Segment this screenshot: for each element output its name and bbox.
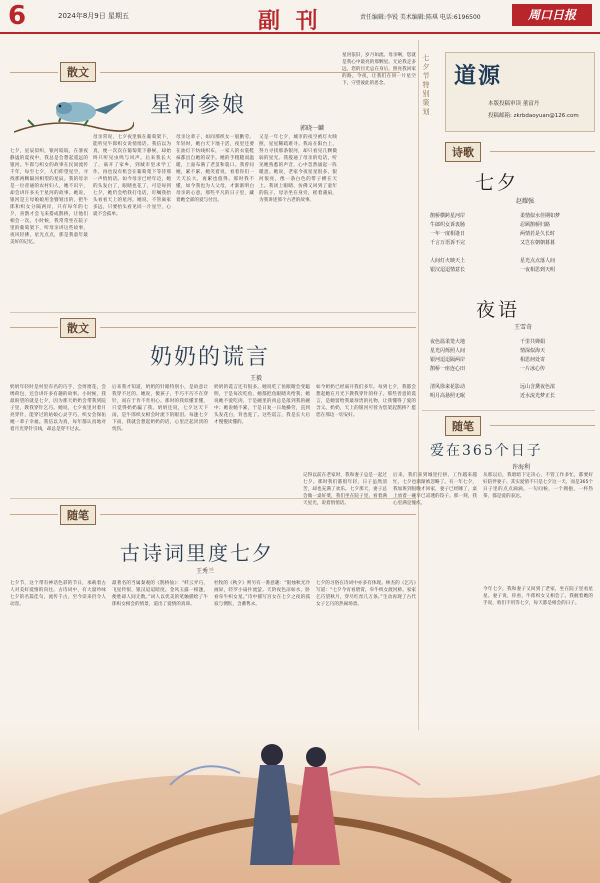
article2-col: 后来我才知道，奶奶的针眼特别小，是故意让我穿不过的。她说，傻孩子，手巧不巧不在穿针，而在于肯不肯用心。那时的我似懂非懂，只觉得奶奶骗了我。奶奶还说，七夕这天下雨，是牛郎织女相会时流下的眼泪。每逢七夕下雨，我就会想起奶奶的话，心里泛起淡淡的忧伤。 (112, 385, 208, 432)
article1-author: 郭晓一麟 (300, 125, 325, 132)
article2-col: 奶奶年轻时是村里有名的巧手，会剪窗花，会绣荷包，还会讲许多有趣的故事。小时候，我最盼望的就是七夕，因为那天奶奶会带我到院子里，教我穿针乞巧。她说，七夕夜里对着月亮穿针，能穿过的姑娘心灵手巧，织女会保佑她一辈子幸福。我信以为真，每年都认真地对着月光穿针引线，却总是穿不过去。 (10, 385, 106, 432)
divider (490, 425, 595, 426)
article2-col: 如今奶奶已经离开我们多年。每到七夕，我都会想起她在月光下教我穿针的样子。那些善意的谎言，是她留给我最珍贵的礼物，让我懂得了爱的含义。奶奶，天上的银河可曾为您架起鹊桥？愿您在那边一切安好。 (316, 385, 416, 418)
divider (100, 327, 416, 328)
masthead-title: 道源 (454, 63, 503, 89)
side-vertical-text: 七夕节特别策划 (422, 54, 430, 117)
article4-tag: 随笔 (445, 416, 481, 436)
article3-author: 王秀兰 (196, 568, 215, 575)
article4-col: 后来，我们来到城里打拼，工作越来越忙，七夕也渐渐被忽略了。有一年七夕，我加班到很晚才回家，妻子已经睡了，桌上放着一碗早已凉透的饺子。那一刻，我心里满是愧疚。 (393, 473, 477, 506)
article1-title: 星河参娘 (150, 93, 247, 118)
page-header (0, 0, 600, 34)
poem1-author: 赵耀强 (516, 198, 535, 205)
poem2-author: 王雪奇 (514, 324, 533, 331)
divider (10, 327, 58, 328)
article2-col: 奶奶的谎言还有很多。她说吃了鱼眼睛会变聪明，于是每次吃鱼，她都把鱼眼睛夹给我；她说她不爱吃肉，于是碗里的肉总是落到我的碗中；她说她不累，于是日复一日地操劳，直到头发花白，背也驼了。这些谎言，我是长大后才慢慢读懂的。 (214, 385, 310, 425)
masthead-editor: 本版投稿审读 董富丹 (488, 101, 540, 107)
bird-branch-illustration (14, 82, 134, 142)
article2-tag: 散文 (60, 318, 96, 338)
divider (490, 151, 595, 152)
article1-col: 母亲常说，七夕夜里躲在葡萄架下，能听见牛郎织女说悄悄话。我信以为真，便一次次在葡萄架下静候，却始终只听见虫鸣与风声。后来我长大了，离开了家乡，到城市里求学工作，再也没有机会在葡萄架下等待那一声悄悄话。如今母亲已经年迈，她的头发白了，眼睛也花了，可是每到七夕，她仍会给我打电话，叮嘱我抬头看看天上的星河。她说，不管离家多远，只要抬头看见同一片星空，心就不会孤单。 (93, 135, 171, 217)
article1-col: 母亲这辈子，如同那织女一般勤劳。年轻时，她白天下地干活，夜里还要在油灯下纺线织布，一家人的衣裳鞋袜都出自她的双手。她的手粗糙而温暖，上面布满了老茧和裂口。我曾问她，累不累，她笑着说，看着你们一天天长大，再累也值得。那时我不懂，如今我也为人父母，才渐渐明白母亲的心意。那些平凡的日子里，藏着她全部的爱与付出。 (176, 135, 254, 203)
article1-col: 星河依旧，岁月如流。母亲啊，您就是我心中最亮的那颗星。无论我走多远，您的目光总在身后，照亮我回家的路。今夜，让我们在同一片星空下，守望彼此的思念。 (342, 53, 416, 86)
article4-col: 从那以后，我暗暗下定决心，不管工作多忙，都要好好陪伴妻子。其实爱情不只是七夕这一天，而是365个日子里的点点滴滴。一句问候，一个拥抱，一杯热茶，都是爱的表达。 (483, 473, 593, 499)
poem1-right: 柔情似水佳期如梦 忍顾鹊桥归路 两情若是久长时 又岂在朝朝暮暮 星光点点落人间 一夜相思到天明 (520, 213, 561, 273)
article2-title: 奶奶的谎言 (150, 345, 271, 370)
article1-col: 又是一年七夕，城市的夜空被灯火映照，星星稀疏难寻。我站在阳台上，努力寻找那条银河，却只看见几颗微弱的星光。我拨通了母亲的电话，听见她熟悉的声音，心中忽然涌起一阵暖意。她说，老家今夜星星很多，银河很亮，像一条白色的带子横在天上。我闭上眼睛，仿佛又回到了童年的院子，母亲坐在身旁，摇着蒲扇，为我讲述那个古老的故事。 (259, 135, 337, 203)
divider (10, 312, 416, 313)
poem1-title: 七夕 (475, 172, 520, 194)
article4-author: 许海利 (512, 464, 531, 471)
article1-col: 七夕，星辰似织，银河皎皎，在暑夜静谧的夏夜中，我总是会想起遥远的银河。牛郎与织女的故事在民间流传千年，每至七夕，人们仰望星空，寻找那两颗隔河相望的星辰。我的母亲是一位普通的农村妇人，她不识字，却会讲许多关于星河的故事。她说，银河是王母娘娘用金簪划出的，把牛郎和织女分隔两岸，只有每年的七夕，喜鹊才会飞来搭成鹊桥，让他们相会一次。小时候，我常常坐在院子里的葡萄架下，听母亲讲这些故事，夜风轻拂，星光点点，那是我童年最美好的记忆。 (10, 149, 88, 245)
newspaper-logo: 周口日报 (512, 4, 592, 26)
section-masthead (445, 52, 595, 132)
article3-col: 七夕的习俗在诗词中亦多有体现。林杰的《乞巧》写道：“七夕今宵看碧霄，牵牛织女渡河桥。家家乞巧望秋月，穿尽红丝几万条。”生动再现了古代女子乞巧的热闹场景。 (316, 581, 416, 607)
poem1-left: 鹊桥横跨星河岸 牛郎织女诉衷肠 一年一度相逢日 千言万语诉不完 人间灯火映天上 银汉迢迢情意长 (430, 213, 466, 273)
poem-tag: 诗歌 (445, 142, 481, 162)
editors-line: 责任编辑:李锐 美术编辑:陈琪 电话:6196500 (360, 14, 481, 21)
qixi-couple-illustration (0, 455, 600, 883)
article2-author: 王毅 (250, 375, 263, 382)
article3-col: 杜牧的《秋夕》则另有一番意趣：“银烛秋光冷画屏，轻罗小扇扑流萤。天阶夜色凉如水，卧看牵牛织女星。”诗中描写宫女在七夕之夜的孤寂与惆怅，含蓄隽永。 (214, 581, 310, 607)
page-date: 2024年8月9日 星期五 (58, 12, 129, 20)
article3-col: 最著名的当属秦观的《鹊桥仙》：“纤云弄巧，飞星传恨，银汉迢迢暗度。金风玉露一相逢，便胜却人间无数。”词人以优美的笔触描绘了牛郎织女相会的情景，道出了爱情的真谛。 (112, 581, 208, 607)
article3-col: 七夕节，这个带有神话色彩的节日，承载着古人对美好爱情的向往。古诗词中，有大量吟咏七夕的名篇佳句，流传千古，至今读来仍令人动容。 (10, 581, 106, 607)
page-number: 6 (8, 1, 27, 31)
section-title: 副 刊 (258, 8, 322, 34)
poem2-right: 千里共婵娟 情深似海天 相思何处寄 一片冰心传 远山含黛夜色浓 近水流光梦正长 (520, 339, 556, 399)
divider (10, 72, 58, 73)
article3-tag: 随笔 (60, 505, 96, 525)
article4-title: 爱在365个日子 (430, 443, 543, 459)
masthead-email: 投稿邮箱: zkrbdaoyuan@126.com (488, 113, 579, 119)
article1-tag: 散文 (60, 62, 96, 82)
poem2-title: 夜语 (476, 299, 521, 321)
article4-col: 记得以前在老家时，我和妻子总是一起过七夕。那时我们都很年轻，日子虽然清苦，却也充满了欢乐。七夕那天，妻子总会做一桌好菜，我们坐在院子里，看着满天星光，说着悄悄话。 (303, 473, 387, 506)
poem2-left: 夜色温柔笼大地 星光闪烁照人间 银河迢迢隔两岸 鹊桥一座连心田 清风徐来花影动 明月高悬照无眠 (430, 339, 466, 399)
divider (422, 410, 595, 411)
article3-title: 古诗词里度七夕 (120, 541, 274, 565)
article4-col: 今年七夕，我和妻子又回到了老家，坐在院子里看星星。妻子说，你看，牛郎织女又相会了。我握着她的手说，咱们不用等七夕，每天都是相会的日子。 (483, 587, 593, 606)
